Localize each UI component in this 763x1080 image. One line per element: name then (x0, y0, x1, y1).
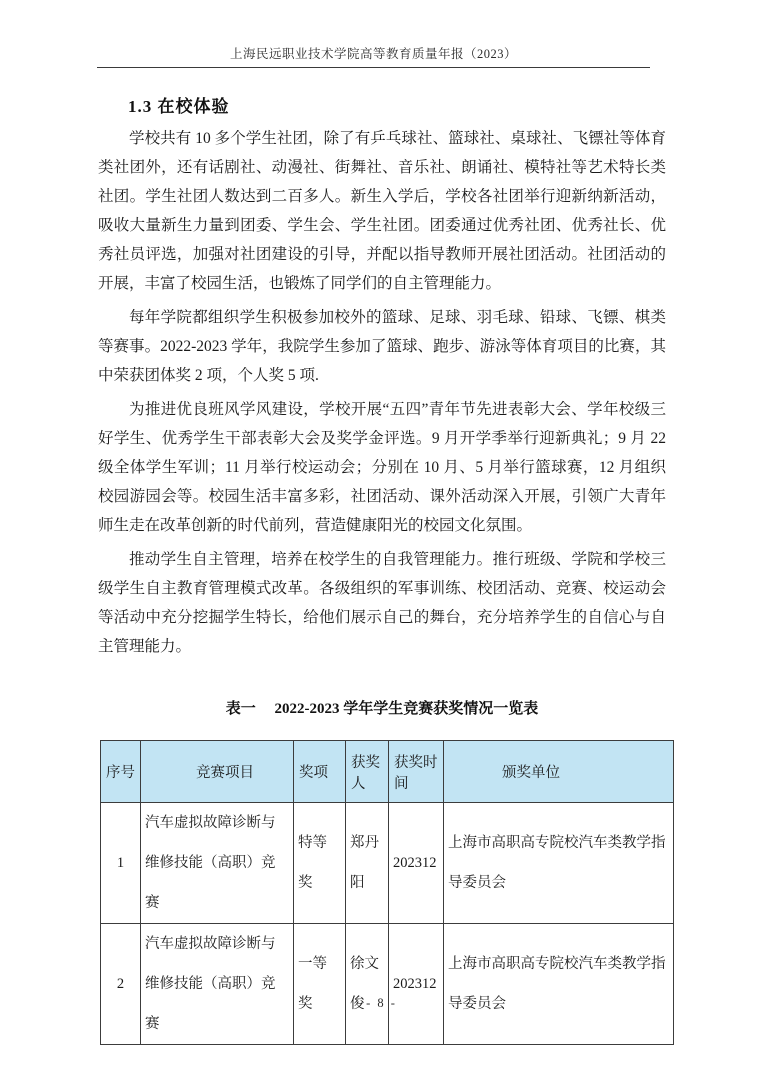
paragraph-3: 为推进优良班风学风建设，学校开展“五四”青年节先进表彰大会、学年校级三好学生、优秀学生干部表彰大会及奖学金评选。9 月开学季举行迎新典礼；9 月 22 级全体学生军训；11 月举行校运动会；分别在 10 月、5 月举行篮球赛，12 月组织校园游园会等。校园生活丰富多彩，社团活动、课外活动深入开展，引领广大青年师生走在改革创新的时代前列，营造健康阳光的校园文化氛围。 (98, 401, 666, 534)
column-header-4: 获奖时间 (389, 741, 444, 803)
page-number: - 8 - (366, 996, 397, 1010)
cell-winner: 郑丹阳 (346, 803, 389, 924)
cell-award: 特等奖 (294, 803, 346, 924)
cell-time: 202312 (389, 924, 444, 1045)
section-heading: 1.3 在校体验 (128, 97, 230, 116)
body-text (98, 124, 666, 666)
column-header-1: 竞赛项目 (141, 741, 294, 803)
cell-award: 一等奖 (294, 924, 346, 1045)
cell-winner: 徐文俊 (346, 924, 389, 1045)
column-header-3: 获奖人 (346, 741, 389, 803)
column-header-0: 序号 (101, 741, 141, 803)
cell-no: 1 (101, 803, 141, 924)
running-header: 上海民远职业技术学院高等教育质量年报（2023） (97, 44, 650, 68)
table-title: 表一 2022-2023 学年学生竞赛获奖情况一览表 (225, 701, 539, 717)
cell-no: 2 (101, 924, 141, 1045)
cell-competition: 汽车虚拟故障诊断与维修技能（高职）竞赛 (141, 803, 294, 924)
award-table-header-row (101, 741, 674, 803)
column-header-5: 颁奖单位 (444, 741, 674, 803)
table-row (101, 924, 674, 1045)
cell-issuer: 上海市高职高专院校汽车类教学指导委员会 (444, 803, 674, 924)
column-header-2: 奖项 (294, 741, 346, 803)
cell-competition: 汽车虚拟故障诊断与维修技能（高职）竞赛 (141, 924, 294, 1045)
paragraph-2: 每年学院都组织学生积极参加校外的篮球、足球、羽毛球、铅球、飞镖、棋类等赛事。2022-2023 学年，我院学生参加了篮球、跑步、游泳等体育项目的比赛，其中荣获团体奖 2 项，个人奖 5 项. (98, 309, 666, 384)
table-row (101, 803, 674, 924)
paragraph-4: 推动学生自主管理，培养在校学生的自我管理能力。推行班级、学院和学校三级学生自主教育管理模式改革。各级组织的军事训练、校团活动、竞赛、校运动会等活动中充分挖掘学生特长，给他们展示自己的舞台，充分培养学生的自信心与自主管理能力。 (98, 551, 666, 655)
cell-time: 202312 (389, 803, 444, 924)
paragraph-1: 学校共有 10 多个学生社团，除了有乒乓球社、篮球社、桌球社、飞镖社等体育类社团外，还有话剧社、动漫社、街舞社、音乐社、朗诵社、模特社等艺术特长类社团。学生社团人数达到二百多人。新生入学后，学校各社团举行迎新纳新活动，吸收大量新生力量到团委、学生会、学生社团。团委通过优秀社团、优秀社长、优秀社员评选，加强对社团建设的引导，并配以指导教师开展社团活动。社团活动的开展，丰富了校园生活，也锻炼了同学们的自主管理能力。 (98, 130, 666, 292)
cell-issuer: 上海市高职高专院校汽车类教学指导委员会 (444, 924, 674, 1045)
